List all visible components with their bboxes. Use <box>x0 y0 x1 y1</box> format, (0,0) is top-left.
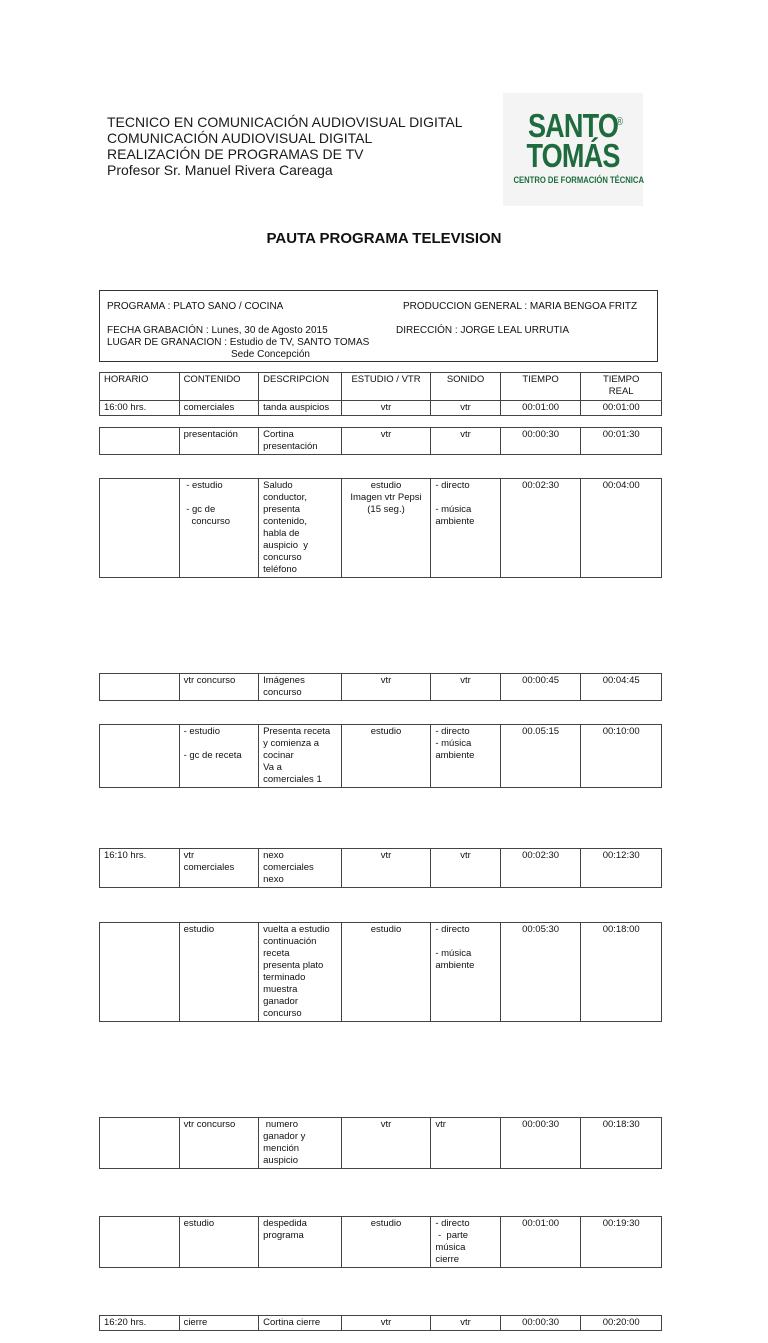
cell-contenido: vtr concurso <box>179 1118 259 1169</box>
schedule-table <box>99 372 662 1343</box>
cell-contenido: estudio <box>179 923 259 1022</box>
cell-sonido: vtr <box>431 1118 500 1169</box>
cell-descripcion: Cortina presentación <box>259 428 342 455</box>
cell-tiempo: 00:00:30 <box>500 1316 581 1331</box>
cell-tiempo-real: 00:12:30 <box>581 849 662 888</box>
cell-estudio-vtr: estudio <box>341 725 431 788</box>
recording-location: LUGAR DE GRANACION : Estudio de TV, SANTO TOMAS <box>107 337 370 348</box>
cell-contenido: - estudio - gc de receta <box>179 725 259 788</box>
cell-horario <box>100 725 180 788</box>
cell-descripcion: Imágenes concurso <box>259 674 342 701</box>
cell-contenido: vtr concurso <box>179 674 259 701</box>
cell-tiempo: 00:01:00 <box>500 401 581 416</box>
course-header <box>107 114 463 178</box>
table-row <box>100 1169 662 1217</box>
location-campus: Sede Concepción <box>231 349 310 360</box>
cell-descripcion: despedida programa <box>259 1217 342 1268</box>
cell-horario <box>100 923 180 1022</box>
cell-contenido: vtr comerciales <box>179 849 259 888</box>
program-name: PROGRAMA : PLATO SANO / COCINA <box>107 301 284 312</box>
cell-tiempo: 00:00:45 <box>500 674 581 701</box>
cell-tiempo: 00:00:30 <box>500 428 581 455</box>
cell-tiempo-real: 00:20:00 <box>581 1316 662 1331</box>
cell-tiempo: 00:01:00 <box>500 1217 581 1268</box>
cell-descripcion: Presenta receta y comienza a cocinar Va a comerciales 1 <box>259 725 342 788</box>
header-line-1: TECNICO EN COMUNICACIÓN AUDIOVISUAL DIGITAL <box>107 114 463 130</box>
logo-word-1: SANTO <box>527 107 619 144</box>
table-row <box>100 888 662 923</box>
cell-tiempo-real: 00:19:30 <box>581 1217 662 1268</box>
cell-descripcion: vuelta a estudio continuación receta presenta plato terminado muestra ganador concurso <box>259 923 342 1022</box>
cell-estudio-vtr: vtr <box>341 849 431 888</box>
cell-estudio-vtr: estudio <box>341 923 431 1022</box>
cell-tiempo-real: 00:01:00 <box>581 401 662 416</box>
cell-estudio-vtr: estudio Imagen vtr Pepsi (15 seg.) <box>341 479 431 578</box>
cell-descripcion: Cortina cierre <box>259 1316 342 1331</box>
cell-sonido: vtr <box>431 1316 500 1331</box>
table-row <box>100 701 662 725</box>
cell-tiempo: 00:05:30 <box>500 923 581 1022</box>
header-contenido: CONTENIDO <box>179 373 259 401</box>
cell-tiempo-real: 00:18:30 <box>581 1118 662 1169</box>
cell-estudio-vtr: vtr <box>341 674 431 701</box>
cell-sonido: - directo - parte música cierre <box>431 1217 500 1268</box>
cell-contenido: estudio <box>179 1217 259 1268</box>
header-line-3: REALIZACIÓN DE PROGRAMAS DE TV <box>107 146 364 162</box>
cell-sonido: vtr <box>431 428 500 455</box>
table-row <box>100 788 662 849</box>
logo-word-2: TOMÁS <box>526 137 620 174</box>
cell-descripcion: numero ganador y mención auspicio <box>259 1118 342 1169</box>
general-production: PRODUCCION GENERAL : MARIA BENGOA FRITZ <box>403 301 638 312</box>
table-row <box>100 1331 662 1343</box>
cell-estudio-vtr: vtr <box>341 1118 431 1169</box>
program-info-box <box>99 290 658 362</box>
table-row <box>100 455 662 479</box>
cell-tiempo: 00:02:30 <box>500 479 581 578</box>
cell-horario <box>100 428 180 455</box>
table-header-row <box>100 373 662 401</box>
cell-horario <box>100 674 180 701</box>
cell-estudio-vtr: estudio <box>341 1217 431 1268</box>
table-row <box>100 1022 662 1118</box>
cell-horario <box>100 479 180 578</box>
table-row <box>100 1268 662 1316</box>
cell-horario: 16:10 hrs. <box>100 849 180 888</box>
direction: DIRECCIÓN : JORGE LEAL URRUTIA <box>396 325 569 336</box>
cell-tiempo-real: 00:10:00 <box>581 725 662 788</box>
cell-tiempo-real: 00:04:45 <box>581 674 662 701</box>
header-tiempo: TIEMPO <box>500 373 581 401</box>
cell-contenido: cierre <box>179 1316 259 1331</box>
header-horario: HORARIO <box>100 373 180 401</box>
cell-tiempo: 00.05:15 <box>500 725 581 788</box>
cell-estudio-vtr: vtr <box>341 1316 431 1331</box>
table-row <box>100 416 662 428</box>
logo-registered-mark: ® <box>616 116 623 128</box>
header-tiempo-real: TIEMPO REAL <box>581 373 662 401</box>
cell-tiempo: 00:02:30 <box>500 849 581 888</box>
recording-date: FECHA GRABACIÓN : Lunes, 30 de Agosto 2015 <box>107 325 328 336</box>
cell-contenido: - estudio - gc de concurso <box>179 479 259 578</box>
cell-horario <box>100 1118 180 1169</box>
header-sonido: SONIDO <box>431 373 500 401</box>
cell-sonido: vtr <box>431 401 500 416</box>
logo-subtitle: CENTRO DE FORMACIÓN TÉCNICA <box>513 175 644 185</box>
cell-estudio-vtr: vtr <box>341 401 431 416</box>
cell-sonido: vtr <box>431 674 500 701</box>
header-descripcion: DESCRIPCION <box>259 373 342 401</box>
header-line-2: COMUNICACIÓN AUDIOVISUAL DIGITAL <box>107 130 373 146</box>
cell-horario: 16:00 hrs. <box>100 401 180 416</box>
cell-sonido: - directo - música ambiente <box>431 725 500 788</box>
cell-sonido: - directo - música ambiente <box>431 479 500 578</box>
cell-estudio-vtr: vtr <box>341 428 431 455</box>
cell-sonido: - directo - música ambiente <box>431 923 500 1022</box>
cell-descripcion: Saludo conductor, presenta contenido, habla de auspicio y concurso teléfono <box>259 479 342 578</box>
cell-contenido: presentación <box>179 428 259 455</box>
cell-descripcion: nexo comerciales nexo <box>259 849 342 888</box>
cell-descripcion: tanda auspicios <box>259 401 342 416</box>
cell-horario: 16:20 hrs. <box>100 1316 180 1331</box>
header-estudio-vtr: ESTUDIO / VTR <box>341 373 431 401</box>
document-title: PAUTA PROGRAMA TELEVISION <box>266 230 502 247</box>
cell-tiempo: 00:00:30 <box>500 1118 581 1169</box>
cell-tiempo-real: 00:01:30 <box>581 428 662 455</box>
table-row <box>100 578 662 674</box>
cell-tiempo-real: 00:18:00 <box>581 923 662 1022</box>
cell-contenido: comerciales <box>179 401 259 416</box>
cell-horario <box>100 1217 180 1268</box>
cell-sonido: vtr <box>431 849 500 888</box>
cell-tiempo-real: 00:04:00 <box>581 479 662 578</box>
santo-tomas-logo <box>503 93 643 206</box>
header-line-4: Profesor Sr. Manuel Rivera Careaga <box>107 162 333 178</box>
